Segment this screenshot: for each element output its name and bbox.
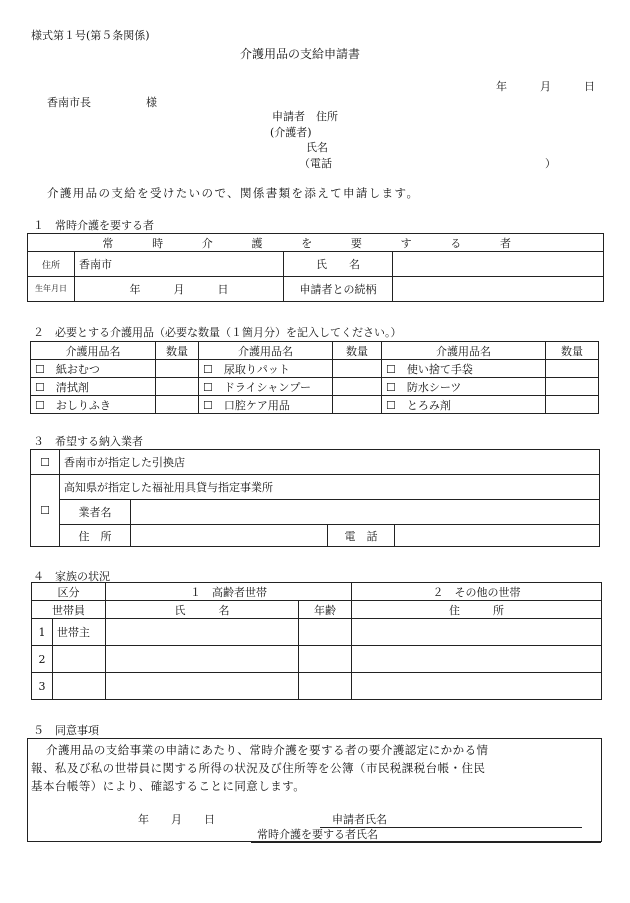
row-number: 3	[32, 673, 53, 700]
option2-label: 高知県が指定した福祉用具貸与指定事業所	[60, 475, 600, 500]
addressee: 香南市長 様	[47, 96, 157, 109]
supplier-phone-field[interactable]	[395, 525, 600, 547]
member-relation-field[interactable]	[53, 673, 106, 700]
member-address-header: 住 所	[352, 601, 602, 619]
applicant-phone-label: （電話	[299, 157, 332, 170]
item-urine-pad[interactable]: ☐ 尿取りパット	[199, 360, 333, 378]
household-type-2[interactable]: ２ その他の世帯	[352, 583, 602, 601]
item-cleanser[interactable]: ☐ 清拭剤	[31, 378, 156, 396]
checkbox-icon[interactable]: ☐	[35, 362, 45, 376]
option1-checkbox[interactable]: ☐	[31, 450, 60, 475]
applicant-address-label: 申請者 住所	[272, 110, 338, 123]
address-label: 住所	[28, 252, 75, 277]
member-age-header: 年齢	[299, 601, 352, 619]
col-name-3: 介護用品名	[382, 342, 546, 360]
head-of-household: 世帯主	[53, 619, 106, 646]
relation-label: 申請者との続柄	[284, 277, 393, 302]
qty-field[interactable]	[546, 360, 599, 378]
section5-heading: ５ 同意事項	[33, 724, 99, 737]
qty-field[interactable]	[156, 396, 199, 414]
consent-text-line3: 基本台帳等）により、確認することに同意します。	[31, 779, 306, 793]
member-address-field[interactable]	[352, 646, 602, 673]
member-name-field[interactable]	[106, 646, 299, 673]
form-title: 介護用品の支給申請書	[240, 47, 361, 61]
supplier-phone-label: 電 話	[328, 525, 395, 547]
checkbox-icon[interactable]: ☐	[386, 380, 396, 394]
checkbox-icon[interactable]: ☐	[386, 398, 396, 412]
col-name-1: 介護用品名	[31, 342, 156, 360]
checkbox-icon[interactable]: ☐	[203, 398, 213, 412]
item-dry-shampoo[interactable]: ☐ ドライシャンプー	[199, 378, 333, 396]
col-qty-1: 数量	[156, 342, 199, 360]
option2-checkbox[interactable]: ☐	[31, 475, 60, 547]
member-relation-field[interactable]	[53, 646, 106, 673]
dob-label: 生年月日	[28, 277, 75, 302]
phone-close-paren: ）	[545, 157, 556, 170]
row-number: 2	[32, 646, 53, 673]
checkbox-icon[interactable]: ☐	[386, 362, 396, 376]
option1-label: 香南市が指定した引換店	[60, 450, 600, 475]
row-number: 1	[32, 619, 53, 646]
supplier-table	[30, 449, 600, 547]
checkbox-icon[interactable]: ☐	[203, 380, 213, 394]
item-gloves[interactable]: ☐ 使い捨て手袋	[382, 360, 546, 378]
qty-field[interactable]	[546, 396, 599, 414]
col-name-2: 介護用品名	[199, 342, 333, 360]
checkbox-icon[interactable]: ☐	[35, 380, 45, 394]
item-wipes[interactable]: ☐ おしりふき	[31, 396, 156, 414]
section3-heading: ３ 希望する納入業者	[33, 435, 143, 448]
address-value: 香南市	[75, 252, 284, 277]
member-name-header: 氏 名	[106, 601, 299, 619]
qty-field[interactable]	[156, 360, 199, 378]
member-address-field[interactable]	[352, 619, 602, 646]
consent-text-line1: 介護用品の支給事業の申請にあたり、常時介護を要する者の要介護認定にかかる情	[46, 743, 489, 757]
applicant-name-label: 氏名	[306, 141, 328, 154]
consent-date[interactable]: 年 月 日	[138, 813, 215, 826]
qty-field[interactable]	[333, 396, 382, 414]
member-name-field[interactable]	[106, 619, 299, 646]
household-type-1[interactable]: １ 高齢者世帯	[106, 583, 352, 601]
member-address-field[interactable]	[352, 673, 602, 700]
name-field[interactable]	[393, 252, 604, 277]
col-qty-3: 数量	[546, 342, 599, 360]
kubun-label: 区分	[32, 583, 106, 601]
care-recipient-signature[interactable]: 常時介護を要する者氏名	[251, 826, 601, 843]
consent-box	[27, 738, 602, 842]
company-field[interactable]	[131, 500, 600, 525]
qty-field[interactable]	[156, 378, 199, 396]
qty-field[interactable]	[333, 378, 382, 396]
item-oral-care[interactable]: ☐ 口腔ケア用品	[199, 396, 333, 414]
item-diapers[interactable]: ☐ 紙おむつ	[31, 360, 156, 378]
relation-field[interactable]	[393, 277, 604, 302]
company-label: 業者名	[60, 500, 131, 525]
item-thickener[interactable]: ☐ とろみ剤	[382, 396, 546, 414]
section4-heading: ４ 家族の状況	[33, 570, 110, 583]
checkbox-icon[interactable]: ☐	[203, 362, 213, 376]
intro-text: 介護用品の支給を受けたいので、関係書類を添えて申請します。	[47, 186, 420, 200]
family-table	[31, 582, 602, 700]
caregiver-label: (介護者)	[270, 126, 312, 139]
qty-field[interactable]	[333, 360, 382, 378]
item-waterproof-sheet[interactable]: ☐ 防水シーツ	[382, 378, 546, 396]
dob-value[interactable]: 年 月 日	[75, 277, 284, 302]
member-age-field[interactable]	[299, 619, 352, 646]
applicant-signature[interactable]: 申請者氏名	[320, 811, 582, 828]
member-label: 世帯員	[32, 601, 106, 619]
name-label: 氏 名	[284, 252, 393, 277]
consent-text-line2: 報、私及び私の世帯員に関する所得の状況及び住所等を公簿（市民税課税台帳・住民	[31, 761, 486, 775]
col-qty-2: 数量	[333, 342, 382, 360]
supplier-address-label: 住 所	[60, 525, 131, 547]
date-line: 年 月 日	[496, 80, 595, 93]
form-number: 様式第１号(第５条関係)	[31, 29, 150, 42]
section2-heading: ２ 必要とする介護用品（必要な数量（１箇月分）を記入してください。）	[33, 326, 402, 339]
supplies-table	[30, 341, 599, 414]
care-recipient-header: 常 時 介 護 を 要 す る 者	[28, 234, 604, 252]
section1-heading: １ 常時介護を要する者	[33, 219, 154, 232]
member-age-field[interactable]	[299, 646, 352, 673]
member-name-field[interactable]	[106, 673, 299, 700]
checkbox-icon[interactable]: ☐	[35, 398, 45, 412]
qty-field[interactable]	[546, 378, 599, 396]
care-recipient-table	[27, 233, 604, 302]
member-age-field[interactable]	[299, 673, 352, 700]
supplier-address-field[interactable]	[131, 525, 328, 547]
